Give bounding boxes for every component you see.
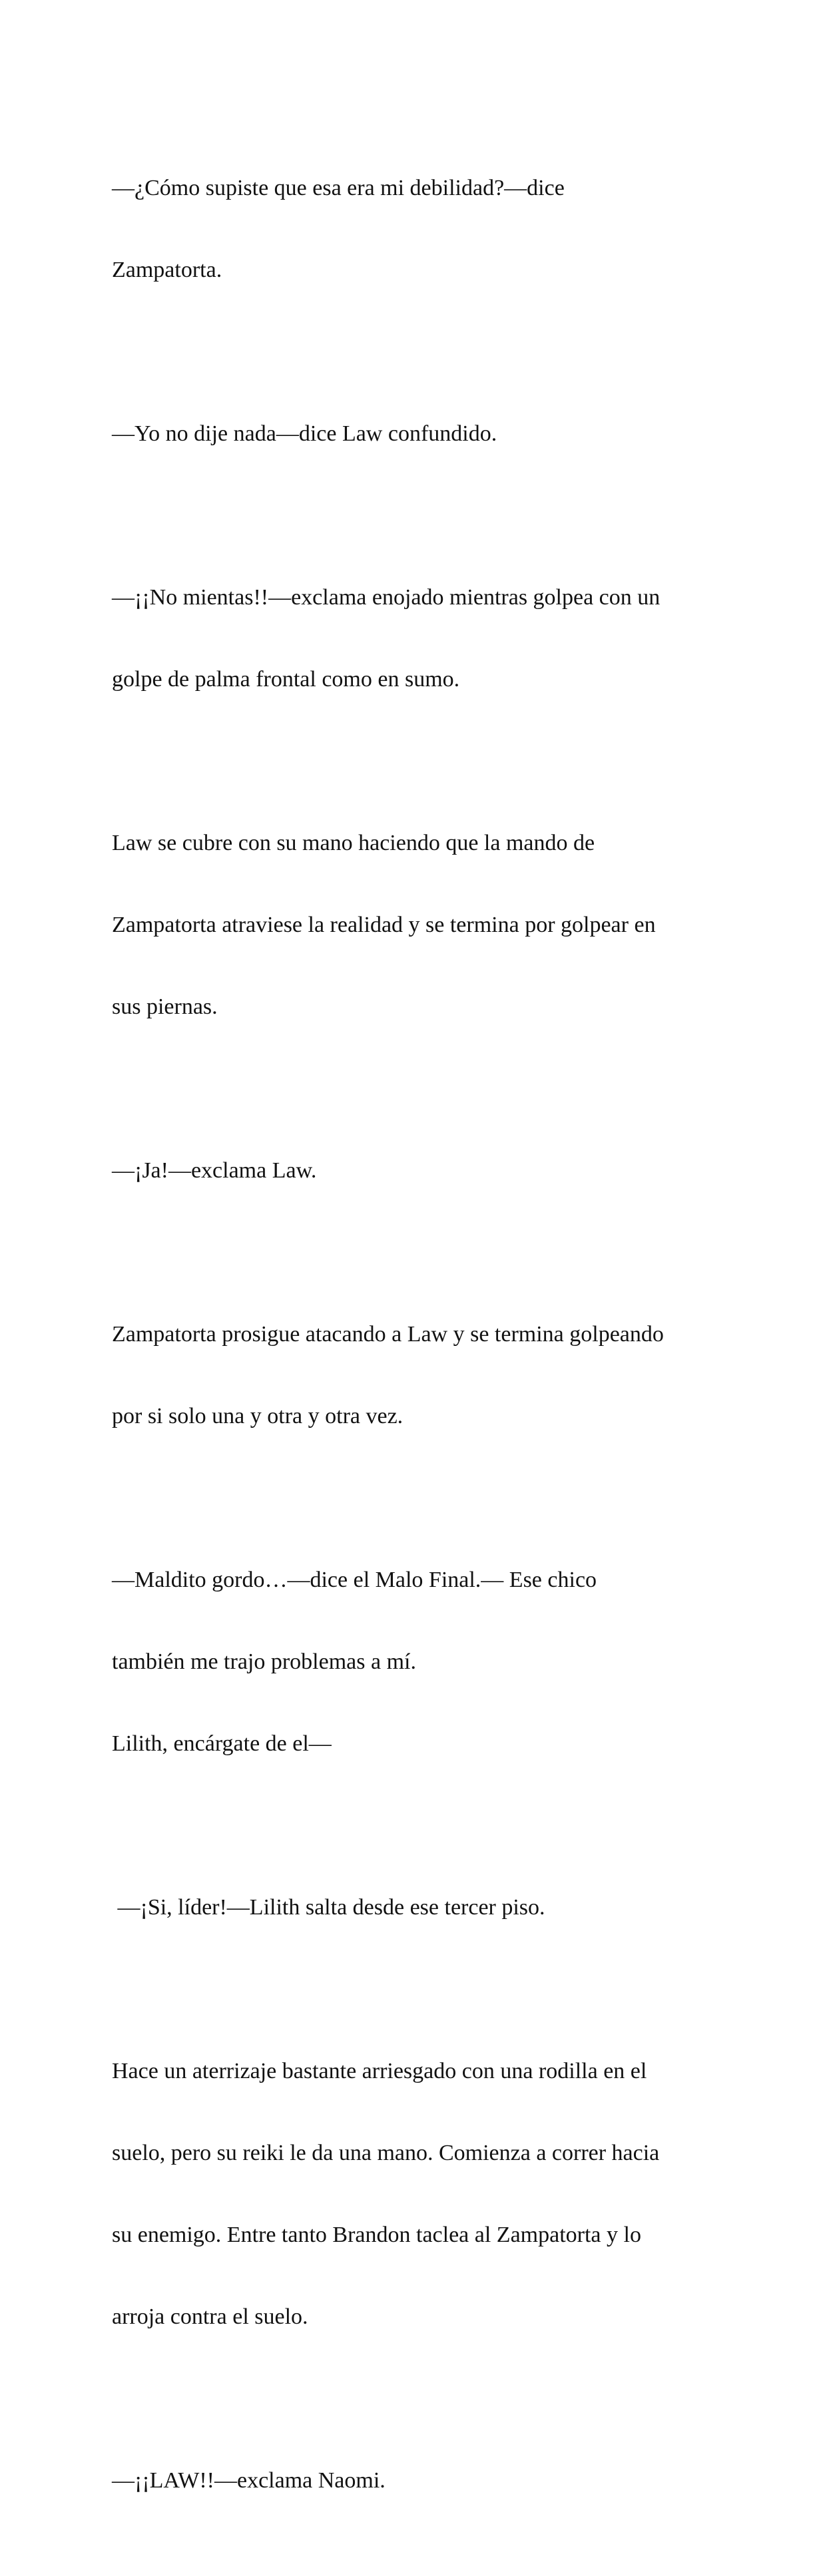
text-line: arroja contra el suelo. <box>112 2304 308 2329</box>
paragraph-6 <box>112 1266 711 1484</box>
text-line: Zampatorta atraviese la realidad y se termina por golpear en <box>112 913 656 937</box>
text-line: —¡Si, líder!—Lilith salta desde ese tercer piso. <box>112 1895 545 1920</box>
text-line: suelo, pero su reiki le da una mano. Comienza a correr hacia <box>112 2141 660 2165</box>
paragraph-8 <box>112 1839 711 1976</box>
document-page <box>112 120 711 2576</box>
paragraph-10 <box>112 2412 711 2549</box>
text-line: Zampatorta. <box>112 258 222 282</box>
text-line: golpe de palma frontal como en sumo. <box>112 667 460 692</box>
text-line: —¡Ja!—exclama Law. <box>112 1158 317 1183</box>
paragraph-5 <box>112 1102 711 1239</box>
text-line: su enemigo. Entre tanto Brandon taclea al Zampatorta y lo <box>112 2223 641 2247</box>
paragraph-2 <box>112 365 711 502</box>
text-line: —¡¡LAW!!—exclama Naomi. <box>112 2468 386 2493</box>
text-line: —¡¡No mientas!!—exclama enojado mientras golpea con un <box>112 585 661 610</box>
text-line: —¿Cómo supiste que esa era mi debilidad?—dice <box>112 176 565 200</box>
text-line: —Maldito gordo…—dice el Malo Final.— Ese chico <box>112 1568 597 1592</box>
text-line: sus piernas. <box>112 994 218 1019</box>
paragraph-4 <box>112 775 711 1075</box>
text-line: Zampatorta prosigue atacando a Law y se termina golpeando <box>112 1322 664 1347</box>
paragraph-7 <box>112 1512 711 1812</box>
paragraph-1 <box>112 120 711 338</box>
text-line: Law se cubre con su mano haciendo que la mando de <box>112 831 595 855</box>
text-line: Hace un aterrizaje bastante arriesgado con una rodilla en el <box>112 2059 647 2083</box>
paragraph-3 <box>112 529 711 748</box>
text-line: también me trajo problemas a mí. <box>112 1649 416 1674</box>
text-line: por si solo una y otra y otra vez. <box>112 1404 404 1428</box>
text-line: Lilith, encárgate de el— <box>112 1731 332 1756</box>
paragraph-9 <box>112 2003 711 2385</box>
text-line: —Yo no dije nada—dice Law confundido. <box>112 421 497 446</box>
